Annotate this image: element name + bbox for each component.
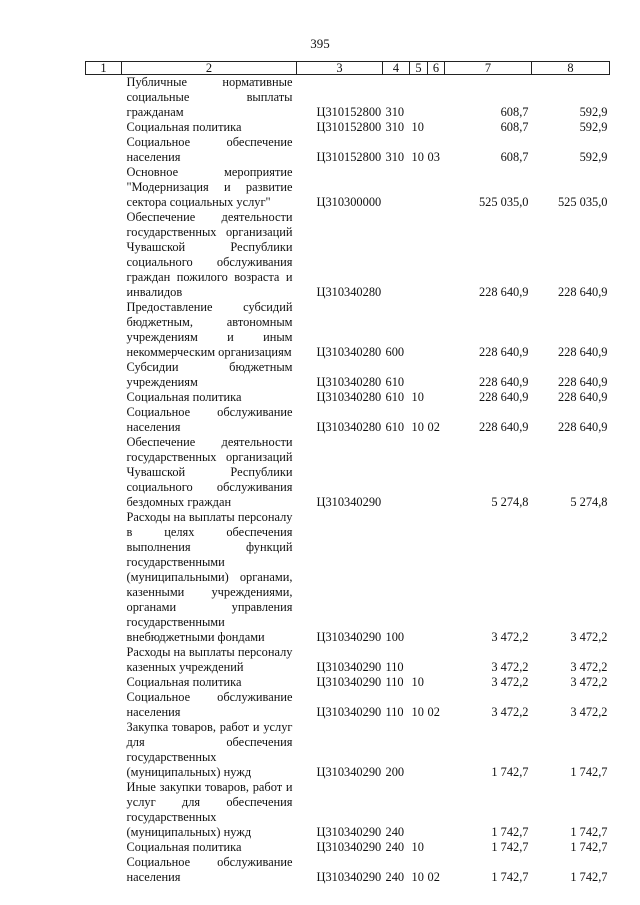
column-header: 1 <box>86 62 122 75</box>
cell-target-code: Ц310340290 <box>316 870 382 884</box>
cell-amount-8: 1 742,7 <box>570 840 608 854</box>
cell-subsection: 02 <box>427 705 440 719</box>
cell-section: 10 <box>411 840 424 854</box>
table-row <box>86 510 610 645</box>
cell-section <box>410 780 428 840</box>
cell-name: Социальное обеспечение населения <box>126 135 293 164</box>
cell-name: Обеспечение деятельности государственных организаций Чувашской Республики социального обслуживания бездомных граждан <box>126 435 293 509</box>
column-header: 2 <box>122 62 297 75</box>
header-row <box>86 62 610 75</box>
cell-expense-type <box>383 435 410 510</box>
cell-section <box>410 165 428 210</box>
cell-index <box>86 75 122 121</box>
cell-name: Иные закупки товаров, работ и услуг для обеспечения государственных (муниципальных) нужд <box>126 780 293 839</box>
cell-amount-8: 1 742,7 <box>570 765 608 779</box>
cell-subsection <box>428 675 445 690</box>
table-row <box>86 165 610 210</box>
table-row <box>86 405 610 435</box>
cell-subsection <box>428 780 445 840</box>
cell-name: Социальная политика <box>126 120 242 134</box>
table-row <box>86 360 610 390</box>
table-row <box>86 720 610 780</box>
cell-index <box>86 120 122 135</box>
cell-amount-7: 1 742,7 <box>491 825 529 839</box>
column-header: 7 <box>445 62 532 75</box>
cell-amount-7: 1 742,7 <box>491 765 529 779</box>
cell-amount-8: 1 742,7 <box>570 870 608 884</box>
cell-index <box>86 690 122 720</box>
cell-subsection <box>428 75 445 121</box>
cell-section <box>410 75 428 121</box>
table-row <box>86 75 610 121</box>
table-row <box>86 690 610 720</box>
cell-expense-type: 310 <box>385 105 405 119</box>
cell-amount-8: 592,9 <box>579 150 608 164</box>
cell-target-code: Ц310340290 <box>316 765 382 779</box>
cell-target-code: Ц310340280 <box>316 420 382 434</box>
cell-subsection: 03 <box>427 150 440 164</box>
cell-subsection <box>428 720 445 780</box>
cell-expense-type: 610 <box>385 375 405 389</box>
cell-amount-7: 228 640,9 <box>478 375 529 389</box>
cell-name: Социальная политика <box>126 675 242 689</box>
cell-index <box>86 780 122 840</box>
column-header: 3 <box>297 62 383 75</box>
cell-section <box>410 510 428 645</box>
cell-index <box>86 435 122 510</box>
cell-subsection <box>428 390 445 405</box>
cell-amount-7: 3 472,2 <box>491 705 529 719</box>
page-number: 395 <box>310 36 330 51</box>
table-row <box>86 675 610 690</box>
cell-subsection <box>428 435 445 510</box>
column-header: 5 <box>410 62 428 75</box>
cell-index <box>86 360 122 390</box>
cell-amount-8: 592,9 <box>579 105 608 119</box>
cell-section <box>410 210 428 300</box>
cell-index <box>86 840 122 855</box>
cell-subsection <box>428 210 445 300</box>
cell-amount-7: 608,7 <box>500 150 529 164</box>
cell-name: Закупка товаров, работ и услуг для обеспечения государственных (муниципальных) нужд <box>126 720 293 779</box>
cell-section: 10 <box>411 705 424 719</box>
table-row <box>86 390 610 405</box>
table-row <box>86 780 610 840</box>
cell-name: Расходы на выплаты персоналу в целях обеспечения выполнения функций государственными (муниципальными) органами, казенными учреждениями, органами управления государственными внебюджетными фондами <box>126 510 293 644</box>
table-row <box>86 135 610 165</box>
cell-name: Субсидии бюджетным учреждениям <box>126 360 293 389</box>
cell-target-code: Ц310340290 <box>316 705 382 719</box>
cell-amount-7: 1 742,7 <box>491 840 529 854</box>
cell-index <box>86 720 122 780</box>
cell-amount-7: 608,7 <box>500 105 529 119</box>
cell-index <box>86 510 122 645</box>
cell-amount-8: 525 035,0 <box>557 195 608 209</box>
cell-amount-7: 5 274,8 <box>491 495 529 509</box>
cell-amount-8: 1 742,7 <box>570 825 608 839</box>
cell-amount-8: 5 274,8 <box>570 495 608 509</box>
cell-name: Социальная политика <box>126 390 242 404</box>
cell-name: Социальное обслуживание населения <box>126 405 293 434</box>
cell-target-code: Ц310300000 <box>316 195 382 209</box>
cell-amount-7: 3 472,2 <box>491 675 529 689</box>
cell-amount-8: 3 472,2 <box>570 705 608 719</box>
cell-section: 10 <box>411 870 424 884</box>
cell-expense-type: 100 <box>385 630 405 644</box>
cell-name: Основное мероприятие "Модернизация и развитие сектора социальных услуг" <box>126 165 293 209</box>
cell-section <box>410 435 428 510</box>
cell-expense-type: 240 <box>385 840 405 854</box>
cell-subsection <box>428 300 445 360</box>
cell-subsection: 02 <box>427 420 440 434</box>
cell-amount-8: 228 640,9 <box>557 420 608 434</box>
cell-subsection <box>428 165 445 210</box>
cell-index <box>86 645 122 675</box>
cell-amount-7: 1 742,7 <box>491 870 529 884</box>
table-row <box>86 840 610 855</box>
cell-amount-7: 228 640,9 <box>478 390 529 404</box>
cell-amount-8: 228 640,9 <box>557 285 608 299</box>
cell-section <box>410 645 428 675</box>
column-header: 8 <box>532 62 610 75</box>
cell-section <box>410 300 428 360</box>
table-row <box>86 645 610 675</box>
cell-expense-type: 110 <box>385 675 404 689</box>
cell-subsection <box>428 120 445 135</box>
cell-amount-7: 228 640,9 <box>478 420 529 434</box>
cell-amount-8: 592,9 <box>579 120 608 134</box>
cell-section: 10 <box>411 675 424 689</box>
cell-index <box>86 165 122 210</box>
cell-expense-type: 310 <box>385 120 405 134</box>
table-row <box>86 210 610 300</box>
cell-target-code: Ц310340290 <box>316 675 382 689</box>
cell-expense-type <box>383 210 410 300</box>
cell-expense-type: 110 <box>385 705 404 719</box>
cell-subsection <box>428 840 445 855</box>
table-row <box>86 855 610 885</box>
cell-amount-8: 228 640,9 <box>557 390 608 404</box>
cell-expense-type: 110 <box>385 660 404 674</box>
cell-section: 10 <box>411 420 424 434</box>
table-row <box>86 435 610 510</box>
cell-expense-type: 610 <box>385 420 405 434</box>
cell-name: Обеспечение деятельности государственных организаций Чувашской Республики социального обслуживания граждан пожилого возраста и инвалидов <box>126 210 293 299</box>
cell-expense-type <box>383 165 410 210</box>
cell-index <box>86 210 122 300</box>
cell-expense-type: 310 <box>385 150 405 164</box>
cell-amount-7: 3 472,2 <box>491 660 529 674</box>
cell-target-code: Ц310340290 <box>316 825 382 839</box>
cell-name: Предоставление субсидий бюджетным, автономным учреждениям и иным некоммерческим организациям <box>126 300 293 359</box>
cell-target-code: Ц310340280 <box>316 390 382 404</box>
cell-amount-7: 3 472,2 <box>491 630 529 644</box>
cell-expense-type: 240 <box>385 870 405 884</box>
cell-expense-type: 610 <box>385 390 405 404</box>
cell-index <box>86 300 122 360</box>
cell-section <box>410 360 428 390</box>
table-row <box>86 120 610 135</box>
column-header: 6 <box>428 62 445 75</box>
cell-section: 10 <box>411 390 424 404</box>
cell-name: Расходы на выплаты персоналу казенных учреждений <box>126 645 293 674</box>
cell-amount-8: 3 472,2 <box>570 630 608 644</box>
cell-target-code: Ц310340290 <box>316 495 382 509</box>
cell-index <box>86 390 122 405</box>
cell-target-code: Ц310340290 <box>316 840 382 854</box>
cell-index <box>86 675 122 690</box>
cell-section: 10 <box>411 120 424 134</box>
cell-target-code: Ц310340280 <box>316 375 382 389</box>
cell-amount-7: 228 640,9 <box>478 345 529 359</box>
cell-name: Социальное обслуживание населения <box>126 690 293 719</box>
cell-index <box>86 135 122 165</box>
cell-amount-8: 3 472,2 <box>570 675 608 689</box>
cell-index <box>86 855 122 885</box>
cell-amount-7: 228 640,9 <box>478 285 529 299</box>
cell-target-code: Ц310152800 <box>316 105 382 119</box>
cell-target-code: Ц310340290 <box>316 660 382 674</box>
cell-amount-7: 525 035,0 <box>478 195 529 209</box>
cell-index <box>86 405 122 435</box>
cell-name: Социальное обслуживание населения <box>126 855 293 884</box>
cell-target-code: Ц310152800 <box>316 120 382 134</box>
cell-expense-type: 600 <box>385 345 405 359</box>
cell-amount-7: 608,7 <box>500 120 529 134</box>
cell-amount-8: 3 472,2 <box>570 660 608 674</box>
cell-section: 10 <box>411 150 424 164</box>
column-header: 4 <box>383 62 410 75</box>
cell-amount-8: 228 640,9 <box>557 375 608 389</box>
cell-name: Социальная политика <box>126 840 242 854</box>
cell-subsection <box>428 510 445 645</box>
cell-amount-8: 228 640,9 <box>557 345 608 359</box>
table-row <box>86 300 610 360</box>
cell-subsection: 02 <box>427 870 440 884</box>
cell-subsection <box>428 645 445 675</box>
cell-section <box>410 720 428 780</box>
cell-target-code: Ц310340280 <box>316 285 382 299</box>
table-body <box>86 75 610 886</box>
cell-name: Публичные нормативные социальные выплаты гражданам <box>126 75 293 119</box>
cell-expense-type: 200 <box>385 765 405 779</box>
cell-target-code: Ц310152800 <box>316 150 382 164</box>
cell-target-code: Ц310340280 <box>316 345 382 359</box>
cell-target-code: Ц310340290 <box>316 630 382 644</box>
cell-subsection <box>428 360 445 390</box>
cell-expense-type: 240 <box>385 825 405 839</box>
budget-table <box>85 61 610 885</box>
